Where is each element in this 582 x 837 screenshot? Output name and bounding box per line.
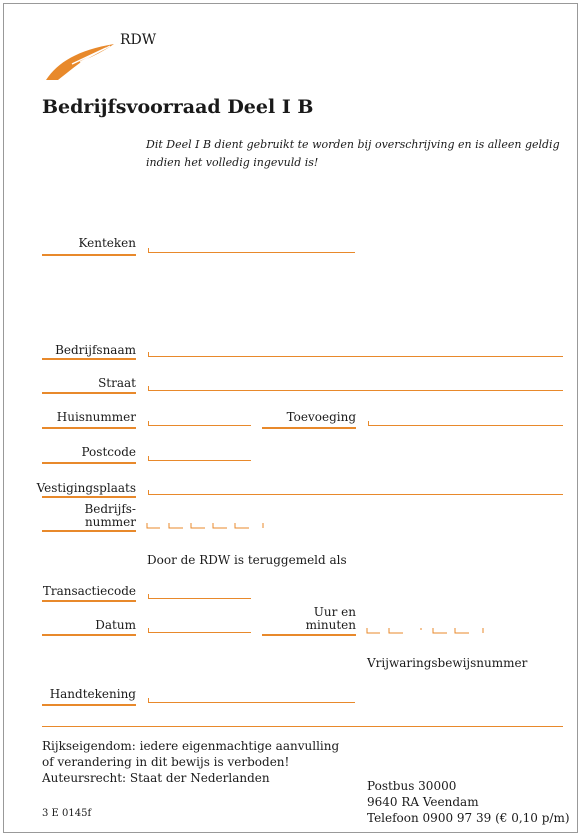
field-tick: [148, 594, 149, 599]
address-line2: 9640 RA Veendam: [367, 795, 479, 809]
uur-minuten-label-underline: [262, 634, 356, 636]
toevoeging-label: Toevoeging: [286, 410, 356, 424]
field-tick: [368, 421, 369, 426]
vestigingsplaats-label: Vestigingsplaats: [36, 481, 136, 495]
datum-label: Datum: [95, 618, 136, 632]
field-tick: [148, 421, 149, 426]
bedrijfsnummer-label-line1: Bedrijfs-: [84, 502, 136, 516]
bedrijfsnaam-label: Bedrijfsnaam: [55, 343, 136, 357]
straat-label-underline: [42, 392, 136, 394]
field-tick: [148, 456, 149, 461]
footer-divider: [42, 726, 563, 727]
address-line1: Postbus 30000: [367, 779, 457, 793]
vestigingsplaats-field[interactable]: [148, 494, 563, 495]
bedrijfsnummer-label-line2: nummer: [84, 515, 136, 529]
field-tick: [148, 248, 149, 253]
uur-label-line1: Uur en: [313, 605, 356, 619]
huisnummer-field[interactable]: [148, 425, 251, 426]
transactiecode-label: Transactiecode: [42, 584, 136, 598]
handtekening-label: Handtekening: [49, 687, 136, 701]
bedrijfsnummer-label-underline: [42, 530, 136, 532]
kenteken-label: Kenteken: [78, 236, 136, 250]
vestigingsplaats-label-underline: [42, 496, 136, 498]
rdw-section-heading: Door de RDW is teruggemeld als: [147, 553, 347, 567]
field-tick: [148, 352, 149, 357]
field-tick: [148, 490, 149, 495]
rdw-logo-icon: [44, 40, 118, 82]
uur-label-line2: minuten: [305, 618, 356, 632]
intro-text: Dit Deel I B dient gebruikt te worden bij overschrijving en is alleen geldig indien het volledig ingevuld is!: [146, 138, 560, 169]
bedrijfsnummer-digit-boxes[interactable]: [146, 520, 268, 530]
huisnummer-label: Huisnummer: [56, 410, 136, 424]
transactiecode-label-underline: [42, 600, 136, 602]
vrijwaringsbewijsnummer-label: Vrijwaringsbewijsnummer: [367, 656, 528, 670]
ownership-notice: [42, 738, 339, 786]
ownership-notice-line2: of verandering in dit bewijs is verboden!: [42, 755, 290, 769]
field-tick: [148, 628, 149, 633]
form-code: 3 E 0145f: [42, 808, 92, 819]
straat-field[interactable]: [148, 390, 563, 391]
huisnummer-label-underline: [42, 427, 136, 429]
straat-label: Straat: [98, 376, 136, 390]
address-line3: Telefoon 0900 97 39 (€ 0,10 p/m): [367, 811, 570, 825]
rdw-address: [367, 778, 570, 826]
bedrijfsnaam-field[interactable]: [148, 356, 563, 357]
transactiecode-field[interactable]: [148, 598, 251, 599]
toevoeging-label-underline: [262, 427, 356, 429]
uur-minuten-label: [262, 606, 356, 632]
copyright-notice: Auteursrecht: Staat der Nederlanden: [42, 771, 270, 785]
field-tick: [148, 698, 149, 703]
field-tick: [148, 386, 149, 391]
postcode-label-underline: [42, 462, 136, 464]
org-name: RDW: [120, 32, 157, 48]
bedrijfsnaam-label-underline: [42, 358, 136, 360]
postcode-field[interactable]: [148, 460, 251, 461]
postcode-label: Postcode: [81, 445, 136, 459]
handtekening-label-underline: [42, 704, 136, 706]
kenteken-label-underline: [42, 254, 136, 256]
toevoeging-field[interactable]: [368, 425, 563, 426]
bedrijfsnummer-label: [42, 503, 136, 529]
ownership-notice-line1: Rijkseigendom: iedere eigenmachtige aanvulling: [42, 739, 340, 753]
datum-field[interactable]: [148, 632, 251, 633]
datum-label-underline: [42, 634, 136, 636]
page-title: Bedrijfsvoorraad Deel I B: [42, 96, 314, 118]
handtekening-field[interactable]: [148, 702, 355, 703]
kenteken-field[interactable]: [148, 252, 355, 253]
uur-minuten-digit-boxes[interactable]: [366, 625, 488, 635]
